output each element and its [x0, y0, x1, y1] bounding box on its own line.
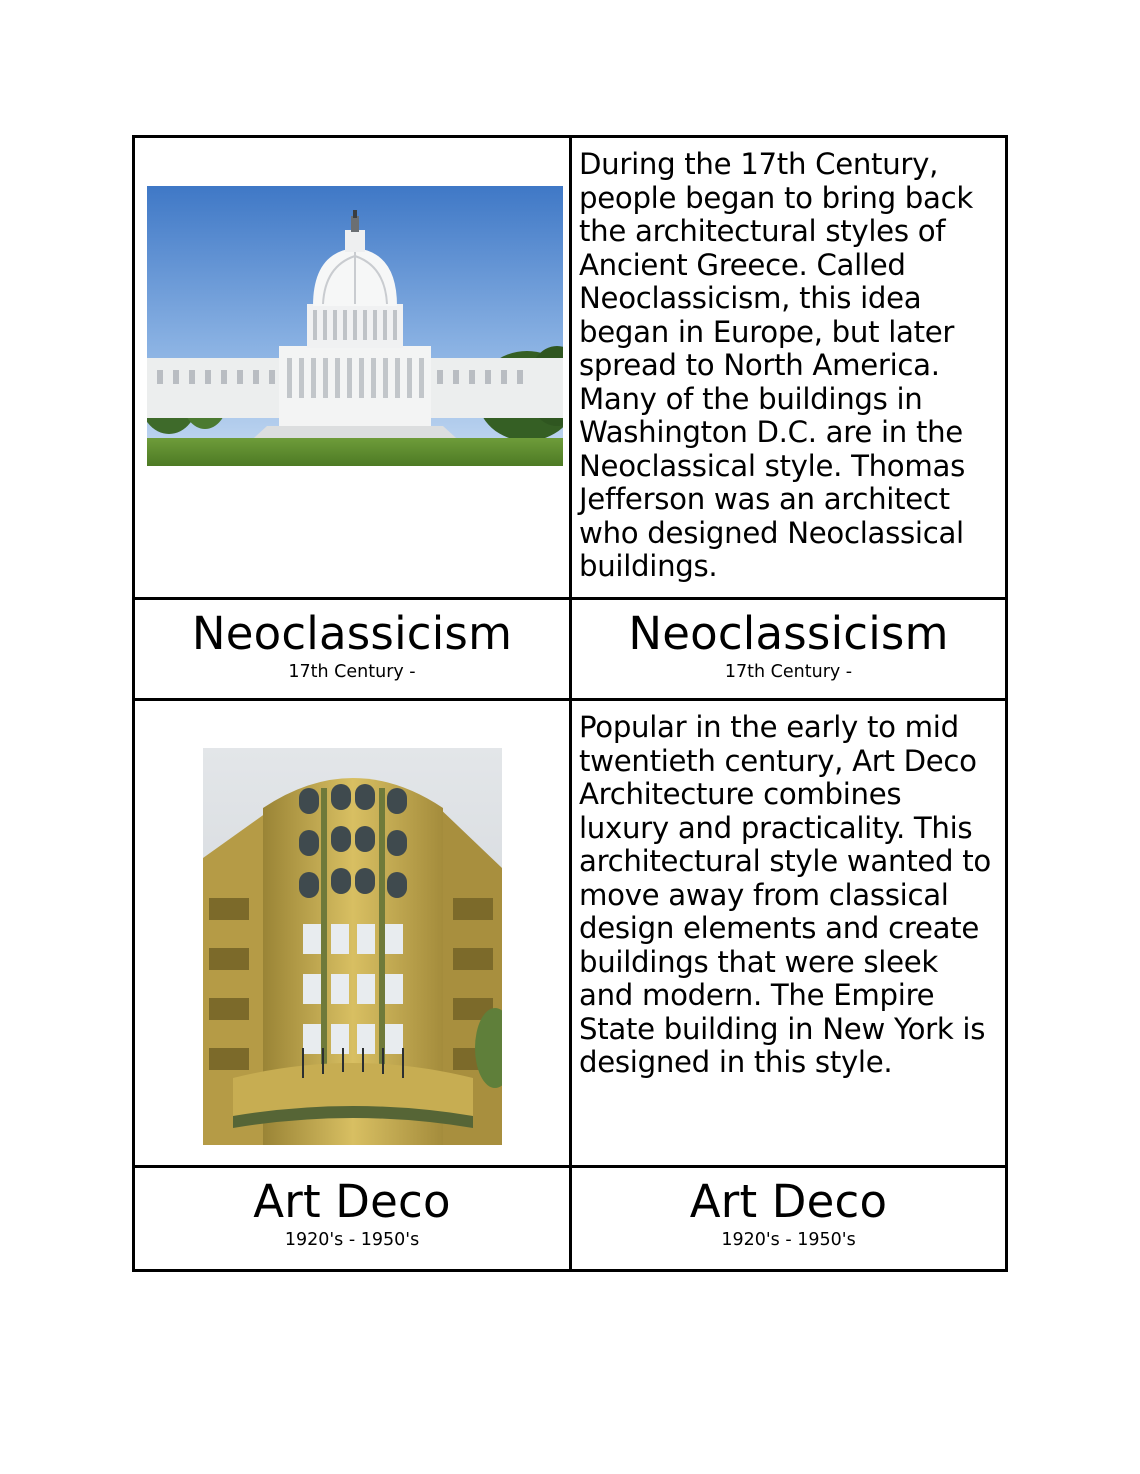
neoclassicism-title-control: Neoclassicism [628, 607, 949, 660]
neoclassicism-period-control: 17th Century - [724, 662, 853, 682]
neoclassicism-description: During the 17th Century, people began to bring back the architectural styles of Ancient Greece. Called Neoclassicism, this idea began in Europe, but later spread to North America. Many of the buildings in Washington D.C. are in the Neoclassical style. Thomas Jefferson was an architect who designed Neoclassical buildings. [572, 138, 1005, 600]
art-deco-image-card [135, 701, 572, 1168]
neoclassicism-title: Neoclassicism [191, 607, 513, 660]
art-deco-description: Popular in the early to mid twentieth century, Art Deco Architecture combines luxury and practicality. This architectural style wanted to move away from classical design elements and create buildings that were sleek and modern. The Empire State building in New York is designed in this style. [572, 701, 1005, 1168]
neoclassicism-label-card-control [572, 600, 1005, 701]
art-deco-period-control: 1920's - 1950's [721, 1230, 856, 1250]
neoclassicism-period: 17th Century - [288, 662, 416, 682]
neoclassicism-image-card [135, 138, 572, 600]
art-deco-building-photo [203, 748, 502, 1145]
art-deco-title-control: Art Deco [689, 1175, 888, 1228]
capitol-building-photo [147, 186, 563, 466]
three-part-card-sheet [132, 135, 1008, 1272]
art-deco-period: 1920's - 1950's [284, 1230, 420, 1250]
art-deco-title: Art Deco [253, 1175, 451, 1228]
art-deco-label-card-control [572, 1168, 1005, 1269]
neoclassicism-label-card [135, 600, 572, 701]
art-deco-label-card [135, 1168, 572, 1269]
